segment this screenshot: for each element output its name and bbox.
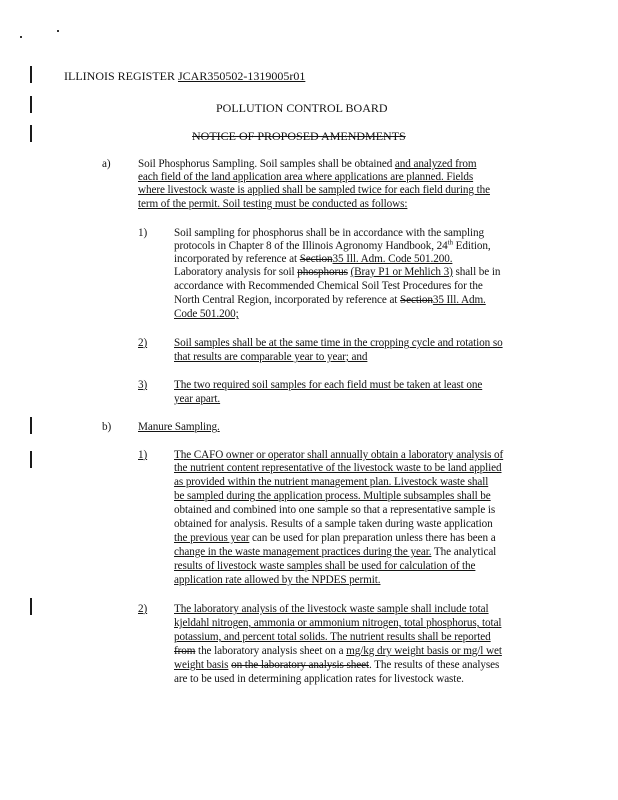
item-b2-line: are to be used in determining application rates for livestock waste. bbox=[174, 673, 464, 685]
item-b1-line: obtained and combined into one sample so that a representative sample is bbox=[174, 504, 496, 516]
item-b2-line: potassium, and percent total solids. The nutrient results shall be reported bbox=[174, 631, 491, 643]
item-b1-line: application rate allowed by the NPDES permit. bbox=[174, 574, 381, 586]
board-title: POLLUTION CONTROL BOARD bbox=[216, 101, 388, 115]
item-b1-line: results of livestock waste samples shall be used for calculation of the bbox=[174, 560, 476, 572]
item-a2-line: Soil samples shall be at the same time in the cropping cycle and rotation so bbox=[174, 337, 503, 349]
item-b1-line: The CAFO owner or operator shall annually obtain a laboratory analysis of bbox=[174, 449, 504, 461]
item-b1-line: as provided within the nutrient management plan. Livestock waste shall bbox=[174, 476, 489, 488]
scan-speck bbox=[20, 36, 22, 38]
item-b2-line: kjeldahl nitrogen, ammonia or ammonium nitrogen, total phosphorus, total bbox=[174, 617, 502, 629]
item-b1-number: 1) bbox=[138, 449, 148, 461]
register-title: ILLINOIS REGISTER bbox=[64, 69, 175, 83]
notice-title: NOTICE OF PROPOSED AMENDMENTS bbox=[192, 129, 406, 143]
item-a1-line: Code 501.200; bbox=[174, 308, 239, 320]
change-bar bbox=[30, 125, 32, 142]
section-a-line: Soil Phosphorus Sampling. Soil samples shall be obtained and analyzed from bbox=[138, 158, 477, 170]
item-a1-line: incorporated by reference at Section35 Ill. Adm. Code 501.200. bbox=[174, 253, 453, 265]
item-a1-line: protocols in Chapter 8 of the Illinois Agronomy Handbook, 24th Edition, bbox=[174, 238, 491, 252]
item-a1-line: Soil sampling for phosphorus shall be in accordance with the sampling bbox=[174, 227, 485, 239]
item-a1-number: 1) bbox=[138, 227, 148, 239]
change-bar bbox=[30, 96, 32, 113]
change-bar bbox=[30, 598, 32, 615]
doc-code: JCAR350502-1319005r01 bbox=[178, 69, 306, 83]
item-b1-line: obtained for analysis. Results of a sample taken during waste application bbox=[174, 518, 493, 530]
item-a2-line: that results are comparable year to year; and bbox=[174, 351, 368, 363]
item-b1-line: the previous year can be used for plan preparation unless there has been a bbox=[174, 532, 496, 544]
change-bar bbox=[30, 451, 32, 468]
item-a3-line: year apart. bbox=[174, 393, 221, 405]
item-b1-line: the nutrient content representative of the livestock waste to be land applied bbox=[174, 462, 502, 474]
item-a1-line: accordance with Recommended Chemical Soil Test Procedures for the bbox=[174, 280, 483, 292]
item-b1-line: be sampled during the application process. Multiple subsamples shall be bbox=[174, 490, 491, 502]
item-a1-line: Laboratory analysis for soil phosphorus (Bray P1 or Mehlich 3) shall be in bbox=[174, 266, 501, 278]
item-b2-line: from the laboratory analysis sheet on a mg/kg dry weight basis or mg/l wet bbox=[174, 645, 502, 657]
section-a-line: term of the permit. Soil testing must be conducted as follows: bbox=[138, 198, 408, 210]
scan-speck bbox=[57, 30, 59, 32]
item-a1-line: North Central Region, incorporated by reference at Section35 Ill. Adm. bbox=[174, 294, 486, 306]
item-b2-line: weight basis on the laboratory analysis sheet. The results of these analyses bbox=[174, 659, 500, 671]
item-a2-number: 2) bbox=[138, 337, 148, 349]
item-a3-number: 3) bbox=[138, 379, 148, 391]
change-bar bbox=[30, 417, 32, 434]
item-b2-line: The laboratory analysis of the livestock waste sample shall include total bbox=[174, 603, 489, 615]
change-bar bbox=[30, 66, 32, 83]
item-b2-number: 2) bbox=[138, 603, 148, 615]
item-a3-line: The two required soil samples for each field must be taken at least one bbox=[174, 379, 483, 391]
section-b-title: Manure Sampling. bbox=[138, 421, 220, 433]
section-a-label: a) bbox=[102, 158, 111, 170]
section-b-label: b) bbox=[102, 421, 112, 433]
section-a-line: where livestock waste is applied shall be sampled twice for each field during the bbox=[138, 184, 490, 196]
register-header bbox=[64, 69, 305, 83]
section-a-line: each field of the land application area where applications are planned. Fields bbox=[138, 171, 474, 183]
item-b1-line: change in the waste management practices during the year. The analytical bbox=[174, 546, 497, 558]
